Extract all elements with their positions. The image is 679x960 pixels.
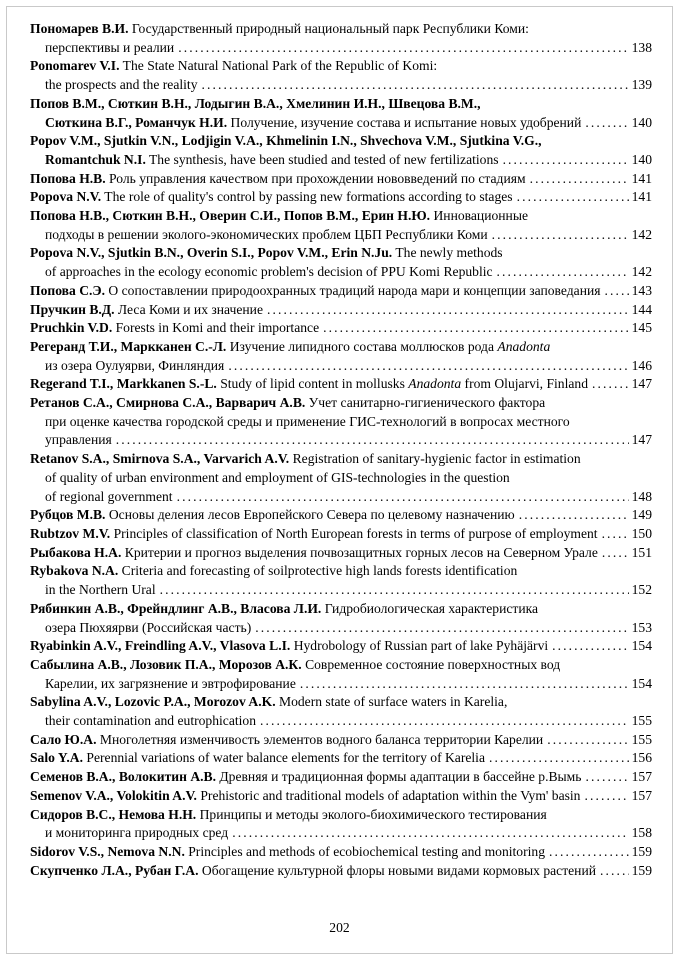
toc-entry-line [30, 76, 652, 95]
entry-text [30, 749, 485, 768]
entry-page-number: 149 [631, 507, 652, 523]
dot-leader [160, 581, 629, 600]
toc-entry [30, 544, 652, 563]
toc-entry [30, 787, 652, 806]
toc-entry-line [30, 431, 652, 450]
entry-title-text: from Olujarvi, Finland [461, 376, 588, 392]
dot-leader [255, 619, 628, 638]
entry-text [45, 431, 112, 450]
entry-text [45, 39, 174, 58]
entry-title-text: of approaches in the ecology economic problem's decision of PPU Komi Republic [45, 264, 493, 280]
entry-authors: Salo Y.A. [30, 750, 84, 766]
toc-entry-line [30, 656, 652, 675]
dot-leader [519, 506, 629, 525]
entry-text [30, 170, 526, 189]
toc-entry-line [30, 749, 652, 768]
entry-page-number: 141 [631, 189, 652, 205]
entry-text [45, 76, 198, 95]
toc-entry [30, 95, 652, 132]
entry-page-number: 144 [631, 301, 652, 317]
entry-page-number: 142 [631, 226, 652, 242]
entry-text [45, 151, 499, 170]
entry-title-text: Prehistoric and traditional models of adaptation within the Vym' basin [196, 787, 581, 803]
toc-entry [30, 132, 652, 169]
toc-entry [30, 768, 652, 787]
toc-entry-line [30, 787, 652, 806]
entry-title-text: Study of lipid content in mollusks [216, 376, 409, 392]
entry-text [30, 301, 263, 320]
entry-title-text: Anadonta [408, 376, 462, 392]
entry-title-text: Государственный природный национальный парк Республики Коми: [128, 21, 529, 36]
entry-title-text: of quality of urban environment and employment of GIS-technologies in the question [45, 469, 510, 485]
entry-authors: Скупченко Л.А., Рубан Г.А. [30, 862, 199, 878]
entry-title-text: Принципы и методы эколого-биохимического тестирования [196, 806, 547, 822]
toc-entry [30, 637, 652, 656]
toc-entry-line [30, 450, 652, 469]
entry-title-text: из озера Оулуярви, Финляндия [45, 357, 225, 373]
table-of-contents [30, 20, 652, 880]
entry-page-number: 143 [631, 282, 652, 298]
toc-entry [30, 450, 652, 506]
entry-authors: Ponomarev V.I. [30, 58, 120, 74]
entry-page-number: 139 [631, 77, 652, 93]
entry-authors: Попова С.Э. [30, 282, 106, 298]
dot-leader [116, 431, 629, 450]
dot-leader [489, 749, 629, 768]
toc-entry-line [30, 637, 652, 656]
entry-page-number: 159 [631, 843, 652, 859]
entry-text [45, 675, 296, 694]
entry-title-text: Древняя и традиционная формы адаптации в бассейне р.Вымь [216, 769, 582, 785]
toc-entry-line [30, 600, 652, 619]
toc-entry-line [30, 675, 652, 694]
entry-text [30, 208, 528, 223]
entry-text [45, 263, 493, 282]
toc-entry-line [30, 806, 652, 825]
entry-text [30, 96, 481, 111]
toc-entry-line [30, 843, 652, 862]
toc-entry-line [30, 768, 652, 787]
entry-title-text: Forests in Komi and their importance [112, 320, 320, 336]
entry-title-text: their contamination and eutrophication [45, 713, 257, 729]
toc-entry-line [30, 114, 652, 133]
entry-authors: Попова Н.В., Сюткин В.Н., Оверин С.И., Попов В.М., Ерин Н.Ю. [30, 208, 431, 224]
entry-title-text: Критерии и прогноз выделения почвозащитных горных лесов на Северном Урале [121, 544, 598, 560]
dot-leader [497, 263, 629, 282]
toc-entry [30, 57, 652, 94]
entry-text [30, 787, 580, 806]
dot-leader [602, 525, 629, 544]
entry-text [30, 451, 581, 466]
toc-entry-line [30, 506, 652, 525]
toc-entry-line [30, 375, 652, 394]
dot-leader [228, 357, 628, 376]
entry-text [30, 188, 513, 207]
entry-title-text: The role of quality's control by passing new formations according to stages [101, 189, 513, 205]
entry-authors: Сюткина В.Г., Романчук Н.И. [45, 114, 228, 130]
toc-entry-line [30, 170, 652, 189]
entry-page-number: 138 [631, 39, 652, 55]
entry-authors: Popov V.M., Sjutkin V.N., Lodjigin V.A., Khmelinin I.N., Shvechova V.M., Sjutkina V.G., [30, 133, 542, 149]
entry-authors: Пономарев В.И. [30, 21, 129, 36]
toc-entry [30, 301, 652, 320]
toc-entry [30, 562, 652, 599]
entry-text [30, 657, 560, 672]
dot-leader [585, 768, 628, 787]
dot-leader [503, 151, 629, 170]
toc-entry [30, 375, 652, 394]
entry-authors: Retanov S.A., Smirnova S.A., Varvarich A.V. [30, 451, 290, 467]
entry-text [30, 339, 550, 354]
entry-text [30, 862, 596, 881]
dot-leader [584, 787, 628, 806]
dot-leader [177, 488, 629, 507]
entry-page-number: 157 [631, 787, 652, 803]
entry-text [45, 357, 224, 376]
entry-title-text: и мониторинга природных сред [45, 825, 229, 841]
entry-authors: Семенов В.А., Волокитин А.В. [30, 769, 217, 785]
entry-page-number: 152 [631, 582, 652, 598]
entry-page-number: 146 [631, 357, 652, 373]
entry-text [45, 114, 581, 133]
entry-title-text: Основы деления лесов Европейского Севера по целевому назначению [105, 507, 515, 523]
dot-leader [517, 188, 629, 207]
entry-text [45, 824, 228, 843]
entry-text [45, 488, 173, 507]
toc-entry [30, 656, 652, 693]
toc-entry-line [30, 226, 652, 245]
entry-page-number: 158 [631, 825, 652, 841]
toc-entry-line [30, 731, 652, 750]
entry-title-text: in the Northern Ural [45, 582, 156, 598]
entry-text [30, 563, 517, 578]
entry-page-number: 147 [631, 376, 652, 392]
dot-leader [300, 675, 629, 694]
dot-leader [552, 637, 628, 656]
toc-entry [30, 749, 652, 768]
toc-entry-line [30, 57, 652, 76]
entry-text [30, 506, 515, 525]
toc-entry-line [30, 525, 652, 544]
dot-leader [267, 301, 629, 320]
entry-text [30, 544, 598, 563]
entry-text [45, 226, 488, 245]
entry-authors: Sabylina A.V., Lozovic P.A., Morozov A.K. [30, 694, 276, 710]
toc-entry-line [30, 862, 652, 881]
toc-entry-line [30, 357, 652, 376]
entry-title-text: Инновационные [430, 208, 528, 224]
entry-title-text: of regional government [45, 488, 173, 504]
entry-title-text: О сопоставлении природоохранных традиций народа мари и концепции заповедания [105, 282, 601, 298]
toc-entries [30, 20, 652, 880]
entry-title-text: Registration of sanitary-hygienic factor in estimation [289, 451, 581, 467]
entry-authors: Рябинкин А.В., Фрейндлинг А.В., Власова Л.И. [30, 600, 322, 616]
entry-authors: Semenov V.A., Volokitin A.V. [30, 787, 197, 803]
toc-entry [30, 806, 652, 843]
toc-entry [30, 600, 652, 637]
toc-entry-line [30, 824, 652, 843]
toc-entry-line [30, 581, 652, 600]
dot-leader [260, 712, 629, 731]
entry-page-number: 140 [631, 114, 652, 130]
toc-entry [30, 693, 652, 730]
entry-title-text: The newly methods [392, 245, 503, 261]
entry-authors: Sidorov V.S., Nemova N.N. [30, 843, 185, 859]
entry-authors: Rybakova N.A. [30, 563, 119, 579]
entry-authors: Rubtzov M.V. [30, 525, 111, 541]
toc-entry [30, 170, 652, 189]
entry-text [30, 637, 548, 656]
entry-authors: Сидоров В.С., Немова Н.Н. [30, 806, 197, 822]
toc-entry-line [30, 188, 652, 207]
toc-entry-line [30, 544, 652, 563]
dot-leader [605, 282, 629, 301]
toc-entry-line [30, 151, 652, 170]
toc-entry-line [30, 263, 652, 282]
toc-entry [30, 244, 652, 281]
entry-text [30, 768, 581, 787]
entry-title-text: подходы в решении эколого-экономических проблем ЦБП Республики Коми [45, 226, 488, 242]
toc-entry-line [30, 413, 652, 432]
toc-entry [30, 319, 652, 338]
dot-leader [232, 824, 628, 843]
entry-title-text: Обогащение культурной флоры новыми видами кормовых растений [198, 862, 596, 878]
toc-entry [30, 843, 652, 862]
entry-text [45, 470, 510, 485]
entry-authors: Regerand T.I., Markkanen S.-L. [30, 376, 217, 392]
entry-text [30, 21, 529, 36]
entry-authors: Рыбакова Н.А. [30, 544, 122, 560]
toc-entry [30, 338, 652, 375]
entry-title-text: Principles and methods of ecobiochemical testing and monitoring [184, 843, 545, 859]
entry-authors: Popova N.V., Sjutkin B.N., Overin S.I., Popov V.M., Erin N.Ju. [30, 245, 393, 261]
entry-title-text: Получение, изучение состава и испытание новых удобрений [227, 114, 582, 130]
toc-entry [30, 188, 652, 207]
entry-title-text: Карелии, их загрязнение и эвтрофирование [45, 675, 296, 691]
entry-page-number: 142 [631, 264, 652, 280]
entry-text [30, 319, 319, 338]
entry-page-number: 154 [631, 675, 652, 691]
entry-text [30, 58, 437, 73]
toc-entry [30, 731, 652, 750]
toc-entry [30, 394, 652, 450]
entry-authors: Регеранд Т.И., Маркканен С.-Л. [30, 338, 227, 354]
entry-page-number: 154 [631, 638, 652, 654]
entry-authors: Popova N.V. [30, 189, 102, 205]
dot-leader [600, 862, 629, 881]
entry-text [30, 133, 542, 148]
entry-title-text: Hydrobology of Russian part of lake Pyhäjärvi [290, 638, 549, 654]
dot-leader [492, 226, 629, 245]
entry-page-number: 151 [631, 544, 652, 560]
entry-title-text: при оценке качества городской среды и применение ГИС-технологий в вопросах местного [45, 413, 570, 429]
entry-title-text: Perennial variations of water balance elements for the territory of Karelia [83, 750, 485, 766]
entry-title-text: перспективы и реалии [45, 39, 175, 55]
toc-entry-line [30, 95, 652, 114]
toc-entry-line [30, 562, 652, 581]
toc-entry [30, 207, 652, 244]
toc-entry-line [30, 394, 652, 413]
entry-title-text: the prospects and the reality [45, 77, 198, 93]
entry-authors: Попова Н.В. [30, 170, 106, 186]
entry-text [30, 807, 547, 822]
entry-authors: Сабылина А.В., Лозовик П.А., Морозов А.К. [30, 656, 302, 672]
entry-authors: Ryabinkin A.V., Freindling A.V., Vlasova L.I. [30, 638, 291, 654]
dot-leader [530, 170, 629, 189]
footer-page-number: 202 [329, 920, 350, 935]
entry-page-number: 145 [631, 320, 652, 336]
toc-entry-line [30, 338, 652, 357]
toc-entry [30, 525, 652, 544]
entry-page-number: 150 [631, 525, 652, 541]
toc-entry [30, 862, 652, 881]
entry-page-number: 157 [631, 769, 652, 785]
toc-entry-line [30, 282, 652, 301]
toc-entry-line [30, 132, 652, 151]
toc-entry-line [30, 207, 652, 226]
entry-title-text: Учет санитарно-гигиенического фактора [305, 395, 546, 411]
entry-title-text: Criteria and forecasting of soilprotective high lands forests identification [118, 563, 518, 579]
entry-page-number: 153 [631, 619, 652, 635]
entry-title-text: Многолетняя изменчивость элементов водного баланса территории Карелии [96, 731, 544, 747]
entry-authors: Сало Ю.А. [30, 731, 97, 747]
dot-leader [592, 375, 629, 394]
dot-leader [602, 544, 629, 563]
entry-page-number: 156 [631, 750, 652, 766]
toc-entry [30, 506, 652, 525]
entry-text [30, 694, 507, 709]
entry-text [45, 712, 256, 731]
entry-title-text: Modern state of surface waters in Karelia, [275, 694, 508, 710]
dot-leader [178, 39, 628, 58]
entry-page-number: 148 [631, 488, 652, 504]
toc-entry-line [30, 244, 652, 263]
entry-page-number: 140 [631, 151, 652, 167]
entry-title-text: Гидробиологическая характеристика [321, 600, 539, 616]
toc-entry [30, 282, 652, 301]
entry-authors: Пручкин В.Д. [30, 301, 115, 317]
entry-text [45, 414, 570, 429]
toc-entry-line [30, 319, 652, 338]
toc-entry-line [30, 619, 652, 638]
entry-text [45, 581, 156, 600]
toc-entry-line [30, 712, 652, 731]
entry-title-text: The synthesis, have been studied and tested of new fertilizations [145, 151, 499, 167]
entry-text [30, 601, 538, 616]
entry-title-text: Anadonta [497, 338, 551, 354]
entry-page-number: 141 [631, 170, 652, 186]
toc-entry-line [30, 469, 652, 488]
entry-page-number: 147 [631, 432, 652, 448]
entry-authors: Romantchuk N.I. [45, 151, 146, 167]
entry-title-text: Современное состояние поверхностных вод [301, 656, 561, 672]
entry-text [30, 731, 543, 750]
toc-entry [30, 20, 652, 57]
entry-text [30, 395, 545, 410]
entry-text [30, 843, 545, 862]
dot-leader [323, 319, 629, 338]
dot-leader [202, 76, 629, 95]
entry-text [30, 245, 503, 260]
toc-entry-line [30, 488, 652, 507]
entry-page-number: 155 [631, 731, 652, 747]
entry-text [30, 282, 601, 301]
toc-entry-line [30, 39, 652, 58]
entry-title-text: управления [45, 432, 112, 448]
entry-authors: Pruchkin V.D. [30, 320, 113, 336]
entry-title-text: озера Пюхяярви (Российская часть) [45, 619, 252, 635]
dot-leader [585, 114, 628, 133]
entry-authors: Рубцов М.В. [30, 507, 106, 523]
entry-page-number: 155 [631, 713, 652, 729]
entry-title-text: Principles of classification of North European forests in terms of purpose of employment [110, 525, 598, 541]
entry-authors: Ретанов С.А., Смирнова С.А., Варварич А.В. [30, 395, 306, 411]
toc-entry-line [30, 693, 652, 712]
toc-entry-line [30, 301, 652, 320]
entry-text [30, 525, 598, 544]
dot-leader [547, 731, 628, 750]
entry-title-text: Роль управления качеством при прохождении нововведений по стадиям [105, 170, 526, 186]
entry-title-text: Леса Коми и их значение [114, 301, 263, 317]
entry-title-text: The State Natural National Park of the Republic of Komi: [119, 58, 438, 74]
entry-title-text: Изучение липидного состава моллюсков рода [226, 338, 498, 354]
entry-text [30, 375, 588, 394]
entry-page-number: 159 [631, 862, 652, 878]
toc-entry-line [30, 20, 652, 39]
entry-authors: Попов В.М., Сюткин В.Н., Лодыгин В.А., Хмелинин И.Н., Швецова В.М., [30, 95, 481, 111]
entry-text [45, 619, 251, 638]
dot-leader [549, 843, 629, 862]
